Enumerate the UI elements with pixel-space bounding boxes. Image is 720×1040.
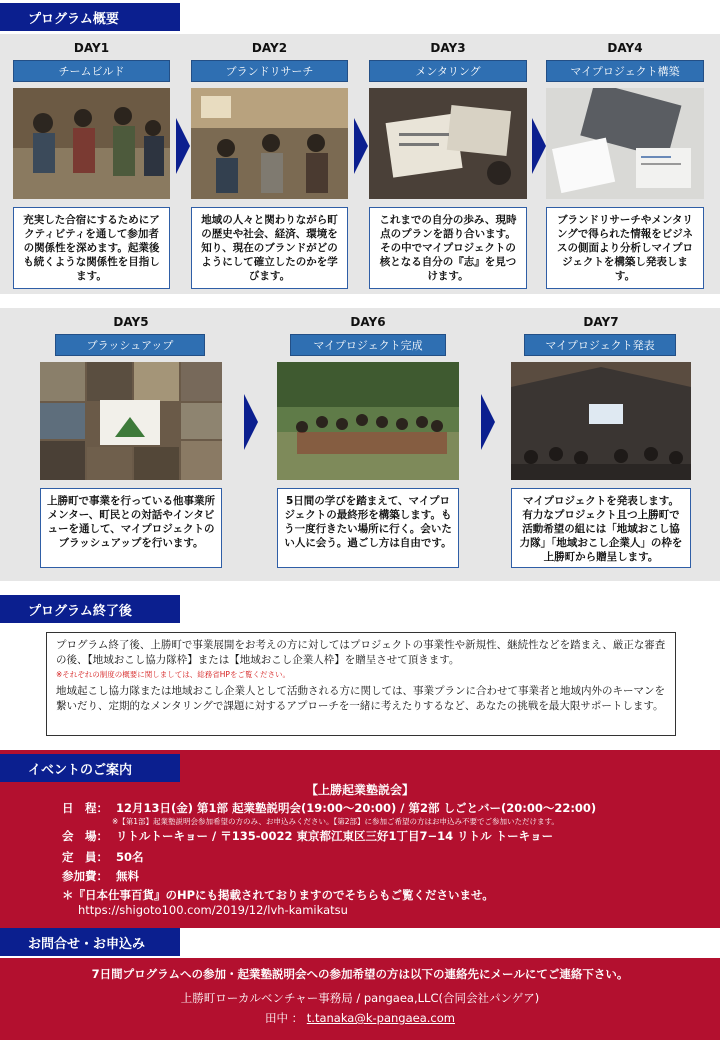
arrow-right-icon (481, 394, 495, 450)
day1-description: 充実した合宿にするためにアクティビティを通して参加者の関係性を深めます。起業後も続くような関係性を目指します。 (13, 207, 170, 289)
event-capacity-key: 定 員： (62, 850, 108, 864)
overview-section-title: プログラム概要 (0, 3, 180, 31)
event-fee-value: 無料 (116, 869, 139, 883)
day7-photo (511, 362, 691, 480)
event-date-note: ※【第1部】起業塾説明会参加希望の方のみ、お申込みください。【第2部】に参加ご希望の方はお申込み不要でご参加いただけます。 (112, 817, 559, 826)
event-name: 【上勝起業塾説会】 (305, 783, 414, 797)
day3-tag: メンタリング (369, 60, 527, 82)
contact-person (0, 1010, 720, 1026)
contact-section-title: お問合せ・お申込み (0, 928, 180, 956)
day5-card (40, 314, 222, 480)
day5-label: DAY5 (113, 315, 149, 329)
arrow-right-icon (244, 394, 258, 450)
contact-instruction: 7日間プログラムへの参加・起業塾説明会への参加希望の方は以下の連絡先にメールにてご連絡下さい。 (91, 967, 629, 981)
arrow-right-icon (176, 118, 190, 174)
event-url-link[interactable]: https://shigoto100.com/2019/12/lvh-kamikatsu (78, 903, 348, 917)
day6-label: DAY6 (350, 315, 386, 329)
day1-photo (13, 88, 170, 199)
day5-photo (40, 362, 222, 480)
day2-label: DAY2 (251, 41, 288, 55)
after-program-paragraph-2: 地域起こし協力隊または地域おこし企業人として活動される方に関しては、事業プランに合わせて事業者と地域内外のキーマンを繋いだり、定期的なメンタリングで課題に対するアプローチを一緒に考えたりするなど、あなたの挑戦を最大限サポートします。 (56, 685, 665, 712)
day5-description: 上勝町で事業を行っている他事業所メンター、町民との対話やインタビューを通して、マイプロジェクトのブラッシュアップを行います。 (40, 488, 222, 568)
day4-label: DAY4 (607, 41, 643, 55)
after-program-note: ※それぞれの制度の概要に関しましては、総務省HPをご覧ください。 (56, 670, 290, 679)
event-date (62, 801, 596, 816)
event-date-value: 12月13日(金) 第1部 起業塾説明会(19:00〜20:00) / 第2部 しごとバー(20:00〜22:00) (116, 801, 597, 815)
day7-card (511, 314, 691, 480)
day3-label: DAY3 (430, 41, 466, 55)
day7-description: マイプロジェクトを発表します。有力なプロジェクト且つ上勝町で活動希望の組には「地域おこし協力隊」「地域おこし企業人」の枠を上勝町から贈呈します。 (511, 488, 691, 568)
event-venue-value: リトルトーキョー / 〒135-0022 東京都江東区三好1丁目7−14 リトル トーキョー (116, 829, 554, 843)
event-capacity (62, 850, 144, 865)
day6-card (277, 314, 459, 480)
event-fee-key: 参加費： (62, 869, 108, 883)
day1-label: DAY1 (73, 41, 110, 55)
after-program-box (46, 632, 676, 736)
contact-email-link[interactable]: t.tanaka@k-pangaea.com (306, 1011, 455, 1025)
arrow-right-icon (354, 118, 368, 174)
day3-photo (369, 88, 527, 199)
day4-description: ブランドリサーチやメンタリングで得られた情報をビジネスの側面より分析しマイプロジェクトを構築し発表します。 (546, 207, 704, 289)
after-program-section-title: プログラム終了後 (0, 595, 180, 623)
day2-tag: ブランドリサーチ (191, 60, 348, 82)
event-fee (62, 869, 139, 884)
day2-description: 地域の人々と関わりながら町の歴史や社会、経済、環境を知り、現在のブランドがどのようにして確立したのかを学びます。 (191, 207, 348, 289)
arrow-right-icon (532, 118, 546, 174)
day1-card (13, 40, 170, 199)
day2-photo (191, 88, 348, 199)
day5-tag: ブラッシュアップ (55, 334, 205, 356)
day2-card (191, 40, 348, 199)
contact-person-name: 田中 ： (264, 1011, 304, 1025)
contact-band (0, 958, 720, 1040)
event-capacity-value: 50名 (116, 850, 144, 864)
day3-description: これまでの自分の歩み、現時点のプランを語り合います。その中でマイプロジェクトの核となる自分の『志』を見つけます。 (369, 207, 527, 289)
day6-photo (277, 362, 459, 480)
after-program-paragraph-1: プログラム終了後、上勝町で事業展開をお考えの方に対してはプロジェクトの事業性や新規性、継続性などを踏まえ、厳正な審査の後、【地域おこし協力隊枠】または【地域おこし企業人枠】を贈呈させて頂きます。 (56, 639, 666, 666)
day7-tag: マイプロジェクト発表 (524, 334, 676, 356)
event-venue-key: 会 場： (62, 829, 108, 843)
event-date-key: 日 程： (62, 801, 108, 815)
event-section-title: イベントのご案内 (0, 754, 180, 782)
day6-tag: マイプロジェクト完成 (290, 334, 446, 356)
day7-label: DAY7 (583, 315, 619, 329)
day3-card (369, 40, 527, 199)
event-venue (62, 829, 553, 844)
contact-organization: 上勝町ローカルベンチャー事務局 / pangaea,LLC(合同会社パンゲア) (180, 991, 540, 1005)
day4-tag: マイプロジェクト構築 (546, 60, 704, 82)
day4-card (546, 40, 704, 199)
day6-description: 5日間の学びを踏まえて、マイプロジェクトの最終形を構築します。もう一度行きたい場所に行く。会いたい人に会う。過ごし方は自由です。 (277, 488, 459, 568)
day1-tag: チームビルド (13, 60, 170, 82)
event-web-note: ＊『日本仕事百貨』のHPにも掲載されておりますのでそちらもご覧くださいませ。 (62, 888, 494, 902)
day4-photo (546, 88, 704, 199)
